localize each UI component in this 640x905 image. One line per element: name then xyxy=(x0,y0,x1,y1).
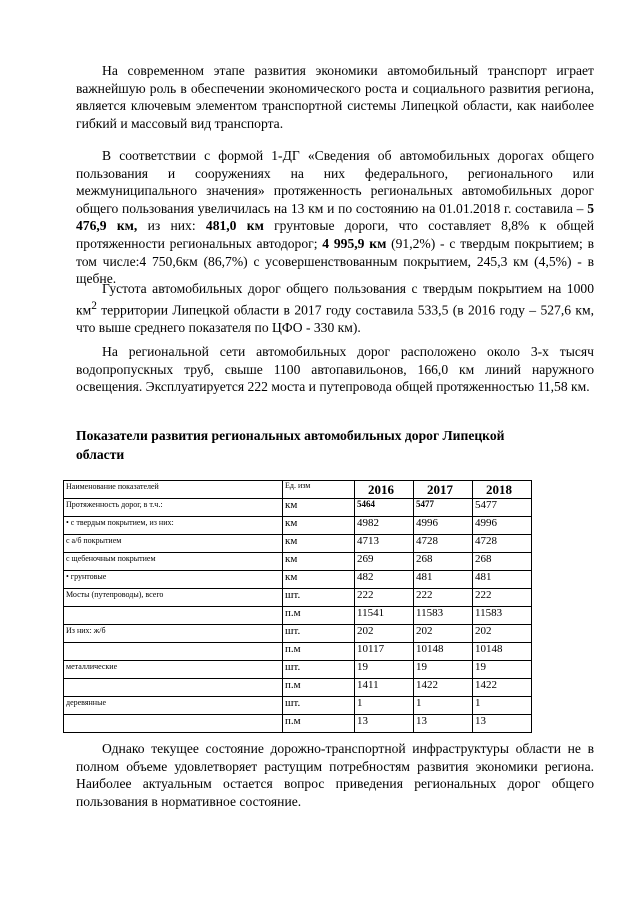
table-row xyxy=(64,517,532,535)
row-2018-cell: 222 xyxy=(473,589,532,607)
p2-bold-total: 5 476,9 км, xyxy=(76,200,594,234)
row-2017-cell: 202 xyxy=(414,625,473,643)
row-unit-cell: шт. xyxy=(283,589,355,607)
row-2017-cell: 481 xyxy=(414,571,473,589)
table-row xyxy=(64,589,532,607)
header-unit: Ед. изм xyxy=(283,481,355,499)
row-2018-cell: 202 xyxy=(473,625,532,643)
table-body xyxy=(64,499,532,733)
row-2016-cell: 482 xyxy=(355,571,414,589)
row-2017-cell: 11583 xyxy=(414,607,473,625)
header-2016-label: 2016 xyxy=(368,481,394,497)
table-row xyxy=(64,535,532,553)
header-2018 xyxy=(473,481,532,499)
row-2017-cell: 4728 xyxy=(414,535,473,553)
row-name-cell: • с твердым покрытием, из них: xyxy=(64,517,283,535)
row-name-cell: с щебеночным покрытием xyxy=(64,553,283,571)
paragraph-infrastructure: На региональной сети автомобильных дорог расположено около 3-х тысяч водопропускных труб, свыше 1100 автопавильонов, 166,0 км линий наружного освещения. Эксплуатируется 222 моста и путепровода общей протяженностью 11,58 км. xyxy=(76,344,594,395)
row-name-cell: Мосты (путепроводы), всего xyxy=(64,589,283,607)
row-unit-cell: шт. xyxy=(283,697,355,715)
row-2016-cell: 10117 xyxy=(355,643,414,661)
row-unit-cell: п.м xyxy=(283,715,355,733)
row-2016-cell: 13 xyxy=(355,715,414,733)
row-unit-cell: км xyxy=(283,571,355,589)
paragraph-road-length xyxy=(76,147,594,288)
header-2018-label: 2018 xyxy=(486,481,512,497)
row-2017-cell: 268 xyxy=(414,553,473,571)
table-row xyxy=(64,661,532,679)
row-2018-cell: 13 xyxy=(473,715,532,733)
row-2016-cell: 4982 xyxy=(355,517,414,535)
row-2018-cell: 10148 xyxy=(473,643,532,661)
p2-text-e: (91,2%) - с твердым покрытием; в том числе:4 750,6км (86,7%) с усовершенствованным покрытием, 245,3 км (4,5%) - в щебне. xyxy=(76,235,594,287)
row-unit-cell: км xyxy=(283,499,355,517)
p2-text-d: грунтовые дороги, что составляет 8,8% к общей протяженности региональных автодорог; xyxy=(76,218,594,251)
row-2016-cell: 19 xyxy=(355,661,414,679)
row-name-cell: деревянные xyxy=(64,697,283,715)
table-row xyxy=(64,607,532,625)
row-unit-cell: п.м xyxy=(283,643,355,661)
row-name-cell: Из них: ж/б xyxy=(64,625,283,643)
row-2016-cell: 5464 xyxy=(355,499,414,517)
p2-bold-hard: 4 995,9 км xyxy=(322,235,387,251)
table-row xyxy=(64,625,532,643)
row-2017-cell: 1422 xyxy=(414,679,473,697)
indicators-table xyxy=(63,480,532,733)
p2-text-a: В соответствии с формой 1-ДГ «Сведения об автомобильных дорогах общего пользования и сооружениях на них федерального, регионального или межмуниципального значения» протяженность региональных автомобильных дорог общего пользования увеличилась на 13 км и по состоянию на 01.01.2018 г. составила – xyxy=(76,148,594,216)
table-row xyxy=(64,553,532,571)
row-2018-cell: 268 xyxy=(473,553,532,571)
p3-text-a: Густота автомобильных дорог общего пользования с твердым покрытием на 1000 км xyxy=(76,281,594,318)
row-unit-cell: км xyxy=(283,553,355,571)
row-2018-cell: 481 xyxy=(473,571,532,589)
row-2017-cell: 5477 xyxy=(414,499,473,517)
row-2018-cell: 19 xyxy=(473,661,532,679)
header-2016 xyxy=(355,481,414,499)
row-unit-cell: шт. xyxy=(283,661,355,679)
row-name-cell: металлические xyxy=(64,661,283,679)
row-2016-cell: 1 xyxy=(355,697,414,715)
row-2017-cell: 222 xyxy=(414,589,473,607)
row-2018-cell: 11583 xyxy=(473,607,532,625)
row-name-cell: Протяженность дорог, в т.ч.: xyxy=(64,499,283,517)
paragraph-road-density xyxy=(76,280,594,336)
row-name-cell: • грунтовые xyxy=(64,571,283,589)
row-2017-cell: 19 xyxy=(414,661,473,679)
table-row xyxy=(64,643,532,661)
p2-bold-dirt: 481,0 км xyxy=(205,218,264,234)
row-2017-cell: 10148 xyxy=(414,643,473,661)
table-header-row xyxy=(64,481,532,499)
row-2017-cell: 4996 xyxy=(414,517,473,535)
row-name-cell xyxy=(64,607,283,625)
row-unit-cell: км xyxy=(283,517,355,535)
paragraph-intro: На современном этапе развития экономики автомобильный транспорт играет важнейшую роль в обеспечении экономического роста и социального развития региона, является ключевым элементом транспортной системы Липецкой области, как наиболее гибкий и массовый вид транспорта. xyxy=(76,63,594,131)
row-2016-cell: 202 xyxy=(355,625,414,643)
p3-superscript: 2 xyxy=(91,299,97,312)
row-name-cell xyxy=(64,715,283,733)
row-name-cell xyxy=(64,679,283,697)
row-2018-cell: 1 xyxy=(473,697,532,715)
p3-text-b: территории Липецкой области в 2017 году составила 533,5 (в 2016 году – 527,6 км, что выше среднего показателя по ЦФО - 330 км). xyxy=(76,302,594,335)
header-2017 xyxy=(414,481,473,499)
p2-text-c: из них: xyxy=(137,218,206,234)
row-unit-cell: км xyxy=(283,535,355,553)
row-2016-cell: 11541 xyxy=(355,607,414,625)
table-row xyxy=(64,499,532,517)
row-2017-cell: 13 xyxy=(414,715,473,733)
table-row xyxy=(64,571,532,589)
table-row xyxy=(64,697,532,715)
table-row xyxy=(64,715,532,733)
table-row xyxy=(64,679,532,697)
row-2018-cell: 4996 xyxy=(473,517,532,535)
row-2018-cell: 5477 xyxy=(473,499,532,517)
row-2017-cell: 1 xyxy=(414,697,473,715)
paragraph-conclusion: Однако текущее состояние дорожно-транспортной инфраструктуры области не в полном объеме удовлетворяет растущим потребностям развития экономики региона. Наиболее актуальным остается вопрос приведения региональных дорог общего пользования в нормативное состояние. xyxy=(76,741,594,809)
row-2018-cell: 4728 xyxy=(473,535,532,553)
table-title: Показатели развития региональных автомобильных дорог Липецкой области xyxy=(76,428,505,462)
row-name-cell xyxy=(64,643,283,661)
row-unit-cell: п.м xyxy=(283,679,355,697)
row-2016-cell: 4713 xyxy=(355,535,414,553)
row-2016-cell: 269 xyxy=(355,553,414,571)
header-2017-label: 2017 xyxy=(427,481,453,497)
row-2016-cell: 1411 xyxy=(355,679,414,697)
row-unit-cell: п.м xyxy=(283,607,355,625)
header-name: Наименование показателей xyxy=(64,481,283,499)
row-name-cell: с а/б покрытием xyxy=(64,535,283,553)
row-2018-cell: 1422 xyxy=(473,679,532,697)
row-unit-cell: шт. xyxy=(283,625,355,643)
row-2016-cell: 222 xyxy=(355,589,414,607)
